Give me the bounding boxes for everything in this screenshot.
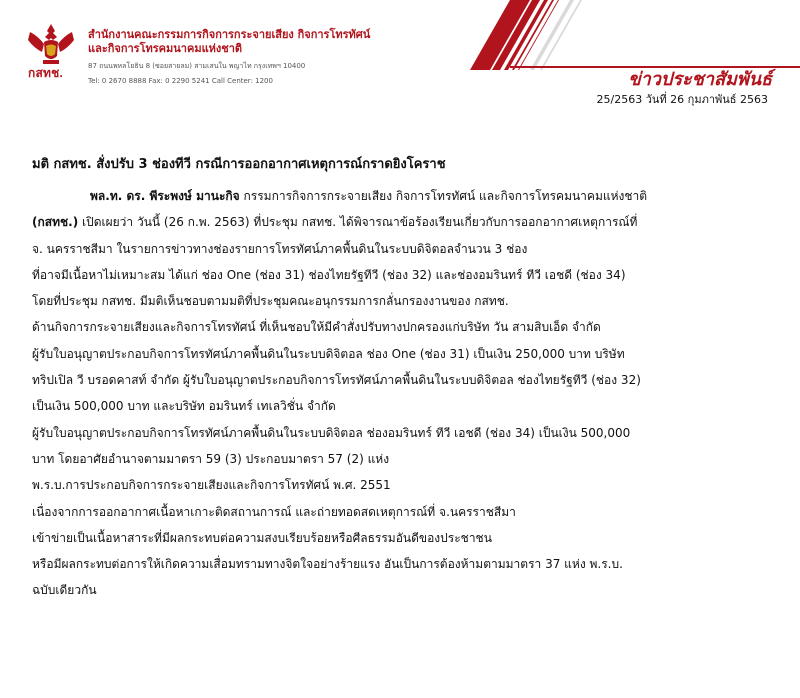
org-address-line1: 87 ถนนพหลโยธิน 8 (ซอยสายลม) สามเสนใน พญาไท กรุงเทพฯ 10400 (88, 62, 306, 70)
body-line (32, 183, 772, 209)
body-line: จ. นครราชสีมา ในรายการข่าวทางช่องรายการโทรทัศน์ภาคพื้นดินในระบบดิจิตอลจำนวน 3 ช่อง (32, 241, 528, 256)
body-line: ฉบับเดียวกัน (32, 583, 97, 598)
body-line: ทริปเปิล วี บรอดคาสท์ จำกัด ผู้รับใบอนุญาตประกอบกิจการโทรทัศน์ภาคพื้นดินในระบบดิจิตอล ช่องไทยรัฐทีวี (ช่อง 32) (32, 373, 641, 388)
org-name-line1: สำนักงานคณะกรรมการกิจการกระจายเสียง กิจการโทรทัศน์ (88, 28, 371, 41)
garuda-emblem-icon (24, 22, 78, 66)
org-name-line2: และกิจการโทรคมนาคมแห่งชาติ (88, 42, 243, 55)
body-line: โดยที่ประชุม กสทช. มีมติเห็นชอบตามมติที่ประชุมคณะอนุกรรมการกลั่นกรองงานของ กสทช. (32, 294, 509, 309)
decorative-stripes (470, 0, 800, 70)
article-headline: มติ กสทช. สั่งปรับ 3 ช่องทีวี กรณีการออกอากาศเหตุการณ์กราดยิงโคราช (32, 157, 446, 172)
nbtc-abbrev: (กสทช.) (32, 215, 79, 230)
body-line: เข้าข่ายเป็นเนื้อหาสาระที่มีผลกระทบต่อความสงบเรียบร้อยหรือศีลธรรมอันดีของประชาชน (32, 530, 492, 545)
body-line: เป็นเงิน 500,000 บาท และบริษัท อมรินทร์ เทเลวิชั่น จำกัด (32, 399, 336, 414)
logo-text: กสทช. (28, 66, 63, 80)
line2-rest: เปิดเผยว่า วันนี้ (26 ก.พ. 2563) ที่ประชุม กสทช. ได้พิจารณาข้อร้องเรียนเกี่ยวกับการออกอากาศเหตุการณ์ที่ (78, 215, 638, 230)
body-line: ที่อาจมีเนื้อหาไม่เหมาะสม ได้แก่ ช่อง One (ช่อง 31) ช่องไทยรัฐทีวี (ช่อง 32) และช่องอมรินทร์ ทีวี เอชดี (ช่อง 34) (32, 267, 626, 282)
article-body (32, 183, 772, 604)
body-line: พ.ร.บ.การประกอบกิจการกระจายเสียงและกิจการโทรทัศน์ พ.ศ. 2551 (32, 478, 391, 493)
body-line (32, 209, 772, 235)
lead-name: พล.ท. ดร. พีระพงษ์ มานะกิจ (90, 189, 240, 203)
lead-rest: กรรมการกิจการกระจายเสียง กิจการโทรทัศน์ และกิจการโทรคมนาคมแห่งชาติ (239, 189, 648, 203)
body-line: ด้านกิจการกระจายเสียงและกิจการโทรทัศน์ ที่เห็นชอบให้มีคำสั่งปรับทางปกครองแก่บริษัท วัน สามสิบเอ็ด จำกัด (32, 320, 601, 335)
press-release-number-date: 25/2563 วันที่ 26 กุมภาพันธ์ 2563 (596, 93, 768, 106)
body-line: บาท โดยอาศัยอำนาจตามมาตรา 59 (3) ประกอบมาตรา 57 (2) แห่ง (32, 451, 390, 466)
body-line: เนื่องจากการออกอากาศเนื้อหาเกาะติดสถานการณ์ และถ่ายทอดสดเหตุการณ์ที่ จ.นครราชสีมา (32, 504, 516, 519)
organization-block (88, 28, 418, 86)
body-line: ผู้รับใบอนุญาตประกอบกิจการโทรทัศน์ภาคพื้นดินในระบบดิจิตอล ช่อง One (ช่อง 31) เป็นเงิน 250,000 บาท บริษัท (32, 346, 625, 361)
press-release-title: ข่าวประชาสัมพันธ์ (628, 69, 772, 90)
org-contact-line: Tel: 0 2670 8888 Fax: 0 2290 5241 Call Center: 1200 (88, 77, 273, 85)
body-line: หรือมีผลกระทบต่อการให้เกิดความเสื่อมทรามทางจิตใจอย่างร้ายแรง อันเป็นการต้องห้ามตามมาตรา 37 แห่ง พ.ร.บ. (32, 557, 623, 572)
body-line: ผู้รับใบอนุญาตประกอบกิจการโทรทัศน์ภาคพื้นดินในระบบดิจิตอล ช่องอมรินทร์ ทีวี เอชดี (ช่อง 34) เป็นเงิน 500,000 (32, 425, 631, 440)
